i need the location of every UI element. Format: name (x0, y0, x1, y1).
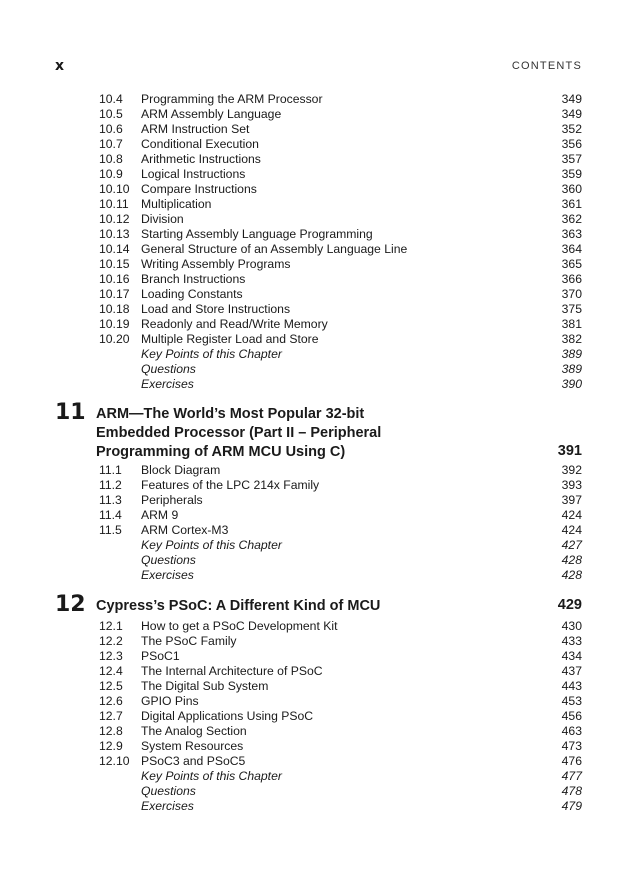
section-number: 12.2 (99, 634, 123, 648)
chapter-page: 391 (557, 443, 582, 459)
toc-entry (0, 227, 638, 242)
section-page: 473 (561, 739, 582, 753)
section-page: 476 (561, 754, 582, 768)
section-title: Conditional Execution (141, 137, 259, 151)
section-title: PSoC3 and PSoC5 (141, 754, 246, 768)
section-title: Features of the LPC 214x Family (141, 478, 320, 492)
section-page: 360 (561, 182, 582, 196)
section-page: 361 (561, 197, 582, 211)
toc-entry (0, 493, 638, 508)
toc-entry (0, 754, 638, 769)
section-title: Exercises (141, 377, 194, 391)
section-page: 365 (561, 257, 582, 271)
toc-entry (0, 107, 638, 122)
section-page: 397 (561, 493, 582, 507)
page-number: x (55, 58, 65, 74)
toc-entry (0, 799, 638, 814)
toc-entry (0, 287, 638, 302)
toc-entry (0, 347, 638, 362)
section-title: How to get a PSoC Development Kit (141, 619, 338, 633)
section-number: 10.10 (99, 182, 130, 196)
section-page: 424 (561, 523, 582, 537)
section-page: 424 (561, 508, 582, 522)
section-number: 12.3 (99, 649, 123, 663)
section-number: 10.18 (99, 302, 130, 316)
toc-entry (0, 634, 638, 649)
toc-entry (0, 739, 638, 754)
section-title: Exercises (141, 568, 194, 582)
toc-entry (0, 649, 638, 664)
toc-entry (0, 709, 638, 724)
section-page: 357 (561, 152, 582, 166)
toc-entry (0, 122, 638, 137)
section-page: 389 (561, 362, 582, 376)
section-title: Readonly and Read/Write Memory (141, 317, 328, 331)
section-title: Questions (141, 784, 196, 798)
chapter-title-line: ARM—The World’s Most Popular 32-bit (96, 406, 365, 422)
chapter-11-entries (0, 463, 638, 583)
section-title: Division (141, 212, 184, 226)
section-page: 349 (561, 107, 582, 121)
chapter-12-heading (0, 594, 638, 618)
chapter-title (96, 597, 496, 616)
section-title: Programming the ARM Processor (141, 92, 323, 106)
section-page: 381 (561, 317, 582, 331)
section-title: PSoC1 (141, 649, 180, 663)
section-page: 463 (561, 724, 582, 738)
section-title: Logical Instructions (141, 167, 246, 181)
toc-entry (0, 167, 638, 182)
section-number: 10.12 (99, 212, 130, 226)
chapter-title-line: Programming of ARM MCU Using C) (96, 444, 346, 460)
chapter-page: 429 (557, 597, 582, 613)
section-title: ARM 9 (141, 508, 179, 522)
section-page: 356 (561, 137, 582, 151)
toc-entry (0, 769, 638, 784)
section-page: 370 (561, 287, 582, 301)
toc-entry (0, 553, 638, 568)
section-page: 389 (561, 347, 582, 361)
section-title: ARM Cortex-M3 (141, 523, 229, 537)
section-title: Key Points of this Chapter (141, 538, 282, 552)
section-title: The Analog Section (141, 724, 247, 738)
section-number: 10.9 (99, 167, 123, 181)
toc-entry (0, 784, 638, 799)
section-title: Writing Assembly Programs (141, 257, 291, 271)
section-number: 11.4 (99, 508, 122, 522)
section-number: 12.9 (99, 739, 123, 753)
toc-entry (0, 197, 638, 212)
section-title: Load and Store Instructions (141, 302, 291, 316)
section-number: 11.2 (99, 478, 122, 492)
section-number: 11.1 (99, 463, 122, 477)
section-title: ARM Instruction Set (141, 122, 250, 136)
section-number: 10.7 (99, 137, 123, 151)
toc-entry (0, 362, 638, 377)
chapter-10-entries (0, 92, 638, 392)
section-page: 479 (561, 799, 582, 813)
section-title: Exercises (141, 799, 194, 813)
toc-entry (0, 478, 638, 493)
section-title: Compare Instructions (141, 182, 257, 196)
section-title: Starting Assembly Language Programming (141, 227, 373, 241)
section-title: ARM Assembly Language (141, 107, 282, 121)
chapter-title-line: Embedded Processor (Part II – Peripheral (96, 425, 382, 441)
section-number: 11.3 (99, 493, 122, 507)
section-page: 478 (561, 784, 582, 798)
section-page: 428 (561, 568, 582, 582)
section-page: 430 (561, 619, 582, 633)
section-page: 349 (561, 92, 582, 106)
section-number: 12.5 (99, 679, 123, 693)
section-number: 10.5 (99, 107, 123, 121)
section-number: 10.15 (99, 257, 130, 271)
section-number: 10.11 (99, 197, 129, 211)
section-title: Multiplication (141, 197, 212, 211)
section-number: 10.6 (99, 122, 123, 136)
toc-entry (0, 332, 638, 347)
section-page: 364 (561, 242, 582, 256)
section-number: 12.4 (99, 664, 123, 678)
toc-entry (0, 317, 638, 332)
toc-entry (0, 377, 638, 392)
section-title: Branch Instructions (141, 272, 246, 286)
section-title: Multiple Register Load and Store (141, 332, 319, 346)
toc-entry (0, 523, 638, 538)
toc-entry (0, 679, 638, 694)
toc-entry (0, 619, 638, 634)
section-page: 477 (561, 769, 582, 783)
section-title: Digital Applications Using PSoC (141, 709, 314, 723)
toc-entry (0, 694, 638, 709)
section-number: 12.6 (99, 694, 123, 708)
toc-entry (0, 508, 638, 523)
section-title: Loading Constants (141, 287, 243, 301)
section-page: 427 (561, 538, 582, 552)
section-title: Peripherals (141, 493, 203, 507)
section-page: 352 (561, 122, 582, 136)
section-page: 366 (561, 272, 582, 286)
toc-entry (0, 182, 638, 197)
section-number: 10.14 (99, 242, 130, 256)
toc-entry (0, 137, 638, 152)
section-title: Arithmetic Instructions (141, 152, 261, 166)
section-number: 12.7 (99, 709, 123, 723)
toc-entry (0, 302, 638, 317)
section-page: 392 (561, 463, 582, 477)
section-title: Questions (141, 553, 196, 567)
section-page: 428 (561, 553, 582, 567)
section-title: Key Points of this Chapter (141, 769, 282, 783)
toc-entry (0, 664, 638, 679)
section-page: 437 (561, 664, 582, 678)
running-head: CONTENTS (511, 60, 582, 72)
section-page: 453 (561, 694, 582, 708)
toc-entry (0, 242, 638, 257)
toc-entry (0, 212, 638, 227)
section-page: 456 (561, 709, 582, 723)
section-number: 10.19 (99, 317, 130, 331)
section-page: 363 (561, 227, 582, 241)
section-title: Block Diagram (141, 463, 221, 477)
toc-entry (0, 568, 638, 583)
section-number: 10.16 (99, 272, 130, 286)
toc-entry (0, 272, 638, 287)
section-page: 375 (561, 302, 582, 316)
section-page: 443 (561, 679, 582, 693)
toc-entry (0, 152, 638, 167)
section-page: 362 (561, 212, 582, 226)
section-title: Key Points of this Chapter (141, 347, 282, 361)
section-title: The PSoC Family (141, 634, 237, 648)
section-page: 393 (561, 478, 582, 492)
section-page: 433 (561, 634, 582, 648)
chapter-title-line: Cypress’s PSoC: A Different Kind of MCU (96, 598, 381, 614)
chapter-12-entries (0, 619, 638, 814)
section-number: 12.1 (99, 619, 123, 633)
section-number: 10.20 (99, 332, 130, 346)
section-title: The Digital Sub System (141, 679, 269, 693)
section-title: System Resources (141, 739, 244, 753)
section-number: 10.8 (99, 152, 123, 166)
section-title: General Structure of an Assembly Language Line (141, 242, 408, 256)
section-page: 434 (561, 649, 582, 663)
section-number: 10.4 (99, 92, 123, 106)
section-title: GPIO Pins (141, 694, 199, 708)
toc-entry (0, 724, 638, 739)
section-number: 11.5 (99, 523, 122, 537)
section-page: 390 (561, 377, 582, 391)
section-title: The Internal Architecture of PSoC (141, 664, 323, 678)
chapter-11-heading (0, 402, 638, 462)
toc-entry (0, 92, 638, 107)
section-title: Questions (141, 362, 196, 376)
section-number: 10.13 (99, 227, 130, 241)
section-number: 12.10 (99, 754, 130, 768)
toc-entry (0, 538, 638, 553)
section-number: 10.17 (99, 287, 130, 301)
chapter-title (96, 405, 496, 462)
chapter-number: 12 (55, 592, 86, 617)
toc-entry (0, 463, 638, 478)
section-number: 12.8 (99, 724, 123, 738)
section-page: 382 (561, 332, 582, 346)
chapter-number: 11 (55, 400, 86, 425)
section-page: 359 (561, 167, 582, 181)
toc-entry (0, 257, 638, 272)
